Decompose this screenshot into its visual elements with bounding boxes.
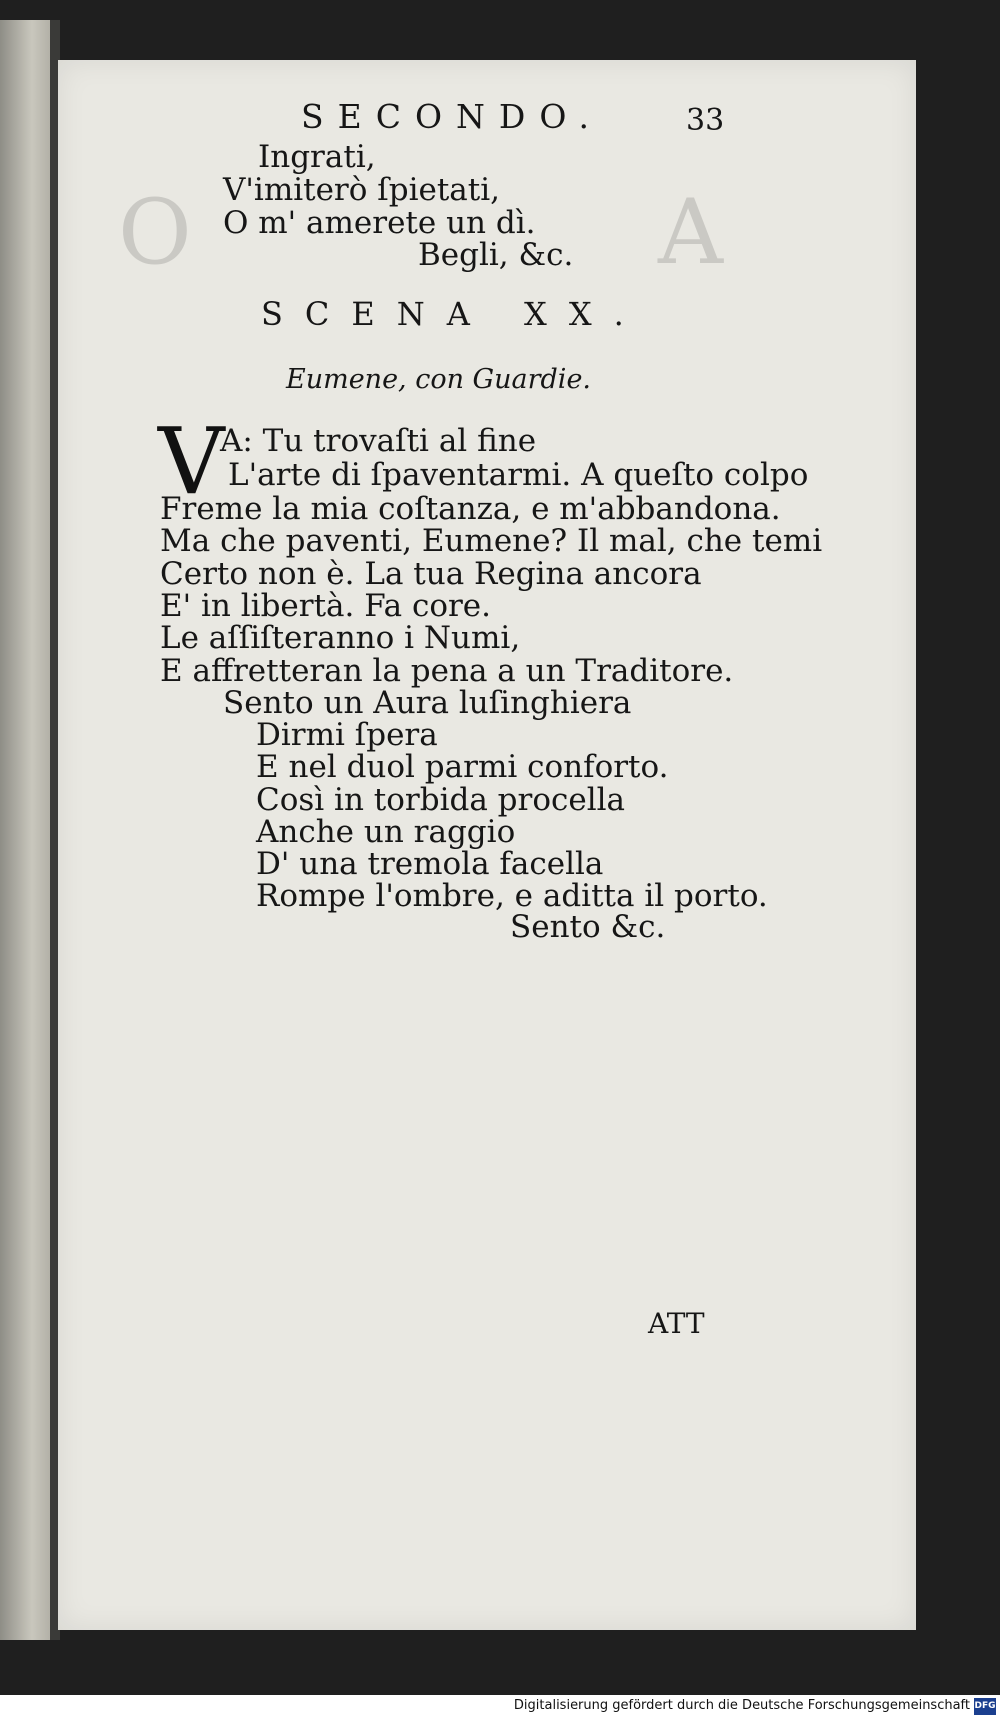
footer-credit: Digitalisierung gefördert durch die Deutsche Forschungsgemeinschaft	[513, 1698, 970, 1713]
verse-line: D' una tremola facella	[256, 846, 604, 882]
bleed-through-mark: O	[118, 180, 232, 285]
drop-cap: V	[158, 408, 225, 515]
running-head: SECONDO.	[301, 97, 603, 136]
verse-line: O m' amerete un dì.	[223, 205, 536, 241]
verse-line: Anche un raggio	[256, 814, 516, 850]
scene-title: SCENA XX.	[261, 295, 646, 333]
scene-characters: Eumene, con Guardie.	[286, 364, 592, 395]
verse-line: L'arte di ſpaventarmi. A queſto colpo	[228, 457, 809, 493]
verse-line: Sento &c.	[510, 909, 666, 945]
page-number: 33	[686, 103, 725, 138]
verse-line: Begli, &c.	[418, 237, 574, 273]
verse-line: Dirmi ſpera	[256, 717, 438, 753]
catchword: ATT	[648, 1307, 705, 1340]
verse-line: E' in libertà. Fa core.	[160, 588, 492, 624]
verse-line: Sento un Aura luſinghiera	[223, 685, 632, 721]
verse-line: Ingrati,	[258, 139, 376, 175]
verse-line: Le aſſiſteranno i Numi,	[160, 620, 521, 656]
verse-line: E nel duol parmi conforto.	[256, 749, 669, 785]
verse-line: A: Tu trovaſti al fine	[220, 423, 537, 459]
verse-line: Certo non è. La tua Regina ancora	[160, 556, 702, 592]
verse-line: Rompe l'ombre, e aditta il porto.	[256, 878, 768, 914]
book-page	[58, 60, 916, 1630]
verse-line: Così in torbida procella	[256, 782, 626, 818]
dfg-logo-icon: DFG	[974, 1698, 996, 1715]
verse-line: Ma che paventi, Eumene? Il mal, che temi	[160, 523, 823, 559]
footer-bar	[0, 1695, 1000, 1719]
verse-line: V'imiterò ſpietati,	[223, 172, 501, 208]
bleed-through-mark: A	[658, 180, 763, 285]
verse-line: Freme la mia coſtanza, e m'abbandona.	[160, 491, 781, 527]
verse-line: E affretteran la pena a un Traditore.	[160, 653, 734, 689]
